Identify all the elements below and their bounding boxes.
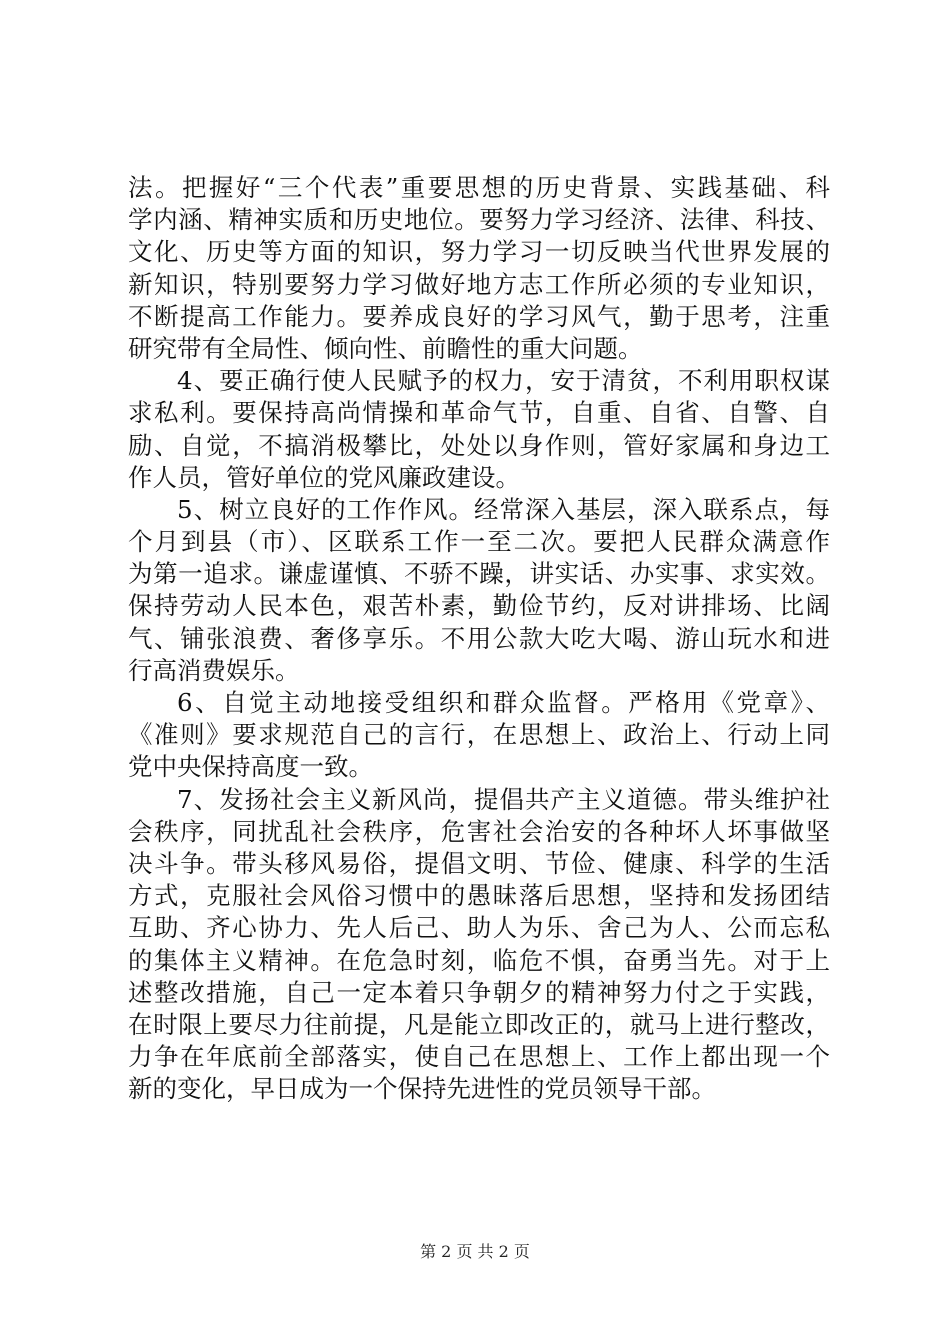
text-line: 新知识，特别要努力学习做好地方志工作所必须的专业知识， bbox=[128, 269, 830, 299]
text-line: 述整改措施，自己一定本着只争朝夕的精神努力付之于实践， bbox=[128, 977, 830, 1007]
text-line: 方式，克服社会风俗习惯中的愚昧落后思想，坚持和发扬团结 bbox=[128, 881, 830, 911]
text-line: 互助、齐心协力、先人后己、助人为乐、舍己为人、公而忘私 bbox=[128, 913, 830, 943]
text-line: 行高消费娱乐。 bbox=[128, 655, 300, 685]
text-line: 文化、历史等方面的知识，努力学习一切反映当代世界发展的 bbox=[128, 237, 830, 267]
text-line: 法。把握好“三个代表”重要思想的历史背景、实践基础、科 bbox=[128, 173, 830, 202]
paragraph-6-first-line: 6、自觉主动地接受组织和群众监督。严格用《党章》、 bbox=[177, 688, 830, 717]
text-line: 新的变化，早日成为一个保持先进性的党员领导干部。 bbox=[128, 1074, 716, 1104]
text-line: 气、铺张浪费、奢侈享乐。不用公款大吃大喝、游山玩水和进 bbox=[128, 623, 830, 653]
text-line: 会秩序，同扰乱社会秩序，危害社会治安的各种坏人坏事做坚 bbox=[128, 816, 830, 846]
text-line: 学内涵、精神实质和历史地位。要努力学习经济、法律、科技、 bbox=[128, 205, 830, 235]
paragraph-4-first-line: 4、要正确行使人民赋予的权力，安于清贫，不利用职权谋 bbox=[177, 366, 830, 396]
text-line: 保持劳动人民本色，艰苦朴素，勤俭节约，反对讲排场、比阔 bbox=[128, 591, 830, 621]
document-body bbox=[128, 172, 830, 1105]
text-line: 党中央保持高度一致。 bbox=[128, 752, 373, 782]
text-line: 《准则》要求规范自己的言行，在思想上、政治上、行动上同 bbox=[128, 720, 830, 750]
paragraph-7-first-line: 7、发扬社会主义新风尚，提倡共产主义道德。带头维护社 bbox=[177, 784, 830, 814]
text-line: 为第一追求。谦虚谨慎、不骄不躁，讲实话、办实事、求实效。 bbox=[128, 559, 830, 589]
text-line: 的集体主义精神。在危急时刻，临危不惧，奋勇当先。对于上 bbox=[128, 945, 830, 975]
text-line: 个月到县（市）、区联系工作一至二次。要把人民群众满意作 bbox=[128, 527, 830, 557]
paragraph-5-first-line: 5、树立良好的工作作风。经常深入基层，深入联系点，每 bbox=[177, 494, 830, 524]
text-line: 决斗争。带头移风易俗，提倡文明、节俭、健康、科学的生活 bbox=[128, 848, 830, 878]
text-line: 求私利。要保持高尚情操和革命气节，自重、自省、自警、自 bbox=[128, 398, 830, 428]
text-line: 不断提高工作能力。要养成良好的学习风气，勤于思考，注重 bbox=[128, 301, 830, 331]
text-line: 励、自觉，不搞消极攀比，处处以身作则，管好家属和身边工 bbox=[128, 430, 830, 460]
text-line: 在时限上要尽力往前提，凡是能立即改正的，就马上进行整改， bbox=[128, 1009, 830, 1039]
text-line: 力争在年底前全部落实，使自己在思想上、工作上都出现一个 bbox=[128, 1042, 830, 1072]
text-line: 作人员，管好单位的党风廉政建设。 bbox=[128, 462, 520, 492]
text-line: 研究带有全局性、倾向性、前瞻性的重大问题。 bbox=[128, 333, 643, 363]
page-number-footer: 第 2 页 共 2 页 bbox=[420, 1242, 530, 1261]
